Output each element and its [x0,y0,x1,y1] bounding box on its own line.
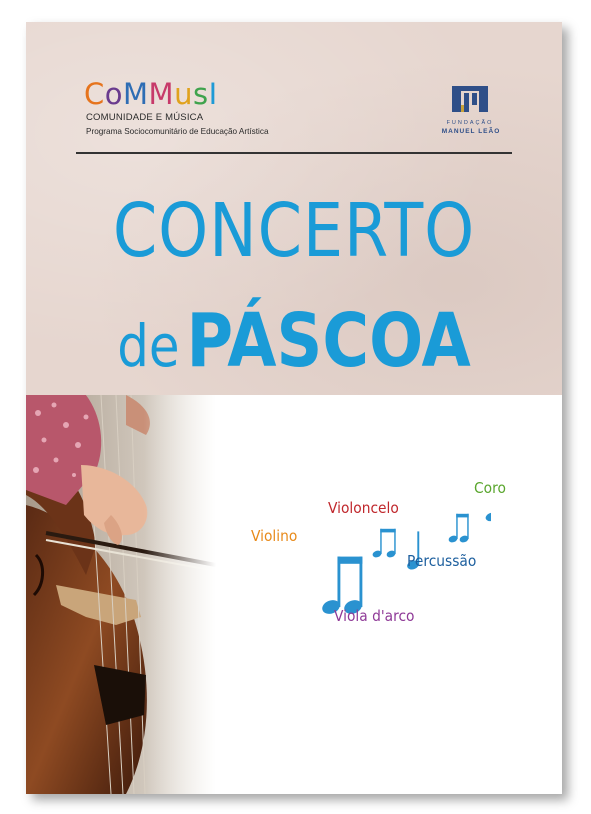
instrument-violino: Violino [251,527,298,545]
small-double-note-1-a [372,529,383,559]
title-de: de [117,312,180,380]
title-pascoa: PÁSCOA [186,298,471,384]
title-concerto: CONCERTO [112,188,476,274]
poster [26,22,562,794]
brand-letter: I [208,77,218,111]
brand-letter: o [104,77,123,111]
small-double-note-2-b [459,514,470,544]
commusi-logo [84,77,218,111]
program-text: Programa Sociocomunitário de Educação Artística [86,127,269,136]
brand-letter: C [84,77,105,111]
instrument-viola: Viola d'arco [334,607,415,625]
brand-letter: s [192,77,209,111]
small-double-note-1-beam [380,529,395,533]
brand-letter: M [148,77,175,111]
instrument-percussao: Percussão [407,552,477,570]
foundation-name: MANUEL LEÃO [441,128,501,135]
small-double-note-2-beam [456,514,468,518]
cello-photo [26,395,216,794]
header-divider [76,152,512,154]
instrument-violoncelo: Violoncelo [328,499,399,517]
small-double-note-1-b [386,529,397,559]
foundation-logo-icon [450,84,490,114]
small-double-note-2-a [448,514,459,544]
title-line2 [64,298,525,384]
brand-letter: M [123,77,149,111]
instrument-coro: Coro [474,479,506,497]
big-double-note-beam [337,557,362,564]
foundation-top-text: FUNDAÇÃO [446,120,494,126]
brand-letter: u [174,77,193,111]
brand-subtitle: COMUNIDADE E MÚSICA [86,112,204,123]
